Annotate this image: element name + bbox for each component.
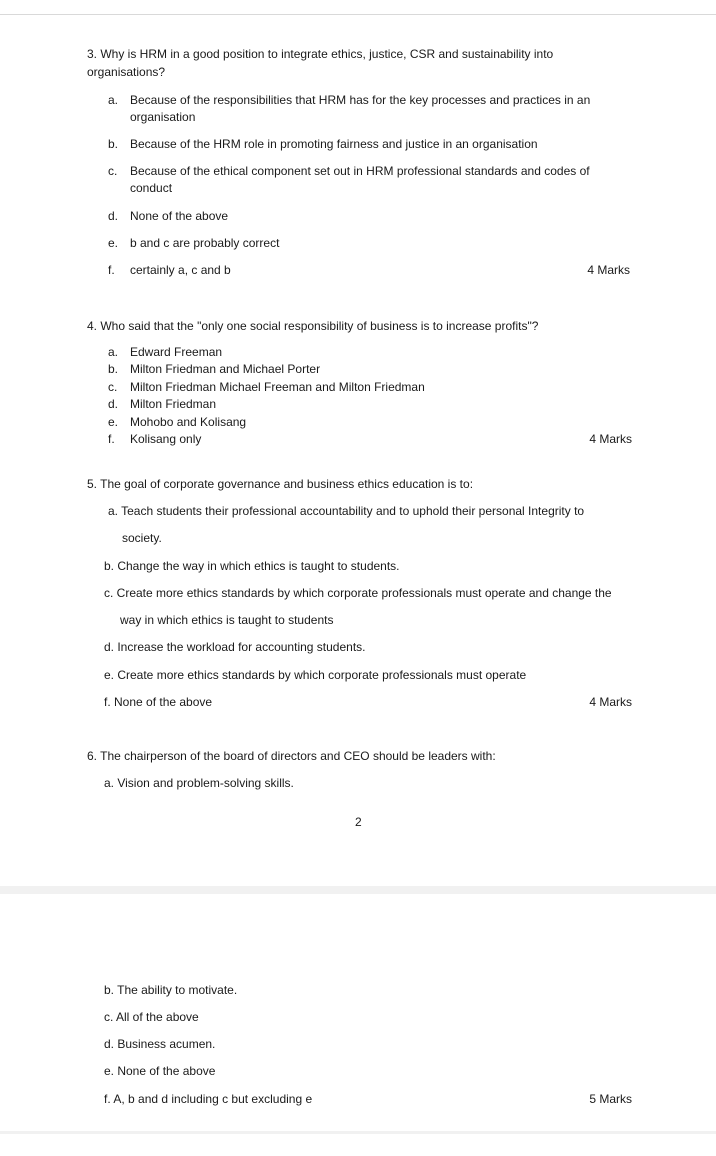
page-number: 2 bbox=[355, 815, 362, 829]
option-text: e. Create more ethics standards by which corporate professionals must operate bbox=[104, 668, 527, 682]
option-text: Because of the HRM role in promoting fairness and justice in an organisation bbox=[130, 137, 538, 151]
option-text-continued: conduct bbox=[130, 181, 173, 195]
option-text: d. Increase the workload for accounting students. bbox=[104, 640, 366, 654]
option-text: None of the above bbox=[130, 209, 229, 223]
option-label: d. bbox=[108, 397, 119, 411]
option-label: e. bbox=[108, 415, 119, 429]
option-text: Milton Friedman Michael Freeman and Milton Friedman bbox=[130, 380, 425, 394]
option-text: Edward Freeman bbox=[130, 345, 223, 359]
option-text: a. Teach students their professional accountability and to uphold their personal Integrity to bbox=[108, 504, 585, 518]
option-text: c. Create more ethics standards by which corporate professionals must operate and change the bbox=[104, 586, 612, 600]
option-text: f. A, b and d including c but excluding e bbox=[104, 1092, 313, 1106]
question-6-marks: 5 Marks bbox=[589, 1092, 632, 1106]
option-text: Kolisang only bbox=[130, 432, 202, 446]
question-5-marks: 4 Marks bbox=[589, 695, 632, 709]
question-5-stem: 5. The goal of corporate governance and business ethics education is to: bbox=[87, 477, 474, 491]
option-text: b. The ability to motivate. bbox=[104, 983, 238, 997]
option-text: b. Change the way in which ethics is taught to students. bbox=[104, 559, 400, 573]
option-text: Milton Friedman bbox=[130, 397, 217, 411]
option-text: Mohobo and Kolisang bbox=[130, 415, 247, 429]
option-text: f. None of the above bbox=[104, 695, 213, 709]
option-label: c. bbox=[108, 380, 118, 394]
option-text: Because of the responsibilities that HRM has for the key processes and practices in an bbox=[130, 93, 591, 107]
option-text: b and c are probably correct bbox=[130, 236, 280, 250]
option-label: e. bbox=[108, 236, 119, 250]
option-label: f. bbox=[108, 432, 115, 446]
question-6-stem: 6. The chairperson of the board of directors and CEO should be leaders with: bbox=[87, 749, 496, 763]
option-label: b. bbox=[108, 137, 119, 151]
option-text-continued: way in which ethics is taught to students bbox=[120, 613, 334, 627]
option-text: Milton Friedman and Michael Porter bbox=[130, 362, 321, 376]
option-label: c. bbox=[108, 164, 118, 178]
option-label: f. bbox=[108, 263, 115, 277]
option-text: certainly a, c and b bbox=[130, 263, 231, 277]
option-label: d. bbox=[108, 209, 119, 223]
question-4-marks: 4 Marks bbox=[589, 432, 632, 446]
page-break bbox=[0, 886, 716, 894]
option-text: e. None of the above bbox=[104, 1064, 216, 1078]
option-label: b. bbox=[108, 362, 119, 376]
option-label: a. bbox=[108, 345, 119, 359]
option-text-continued: society. bbox=[122, 531, 162, 545]
question-4-stem: 4. Who said that the "only one social responsibility of business is to increase profits"? bbox=[87, 319, 539, 333]
option-text: d. Business acumen. bbox=[104, 1037, 216, 1051]
question-3-stem-line-1: 3. Why is HRM in a good position to integrate ethics, justice, CSR and sustainability into bbox=[87, 47, 554, 61]
question-3-marks: 4 Marks bbox=[587, 263, 630, 277]
option-text: a. Vision and problem-solving skills. bbox=[104, 776, 294, 790]
option-text: Because of the ethical component set out in HRM professional standards and codes of bbox=[130, 164, 590, 178]
option-text-continued: organisation bbox=[130, 110, 196, 124]
option-label: a. bbox=[108, 93, 119, 107]
option-text: c. All of the above bbox=[104, 1010, 199, 1024]
bottom-divider bbox=[0, 1131, 716, 1134]
question-3-stem-line-2: organisations? bbox=[87, 65, 166, 79]
top-divider bbox=[0, 14, 716, 15]
